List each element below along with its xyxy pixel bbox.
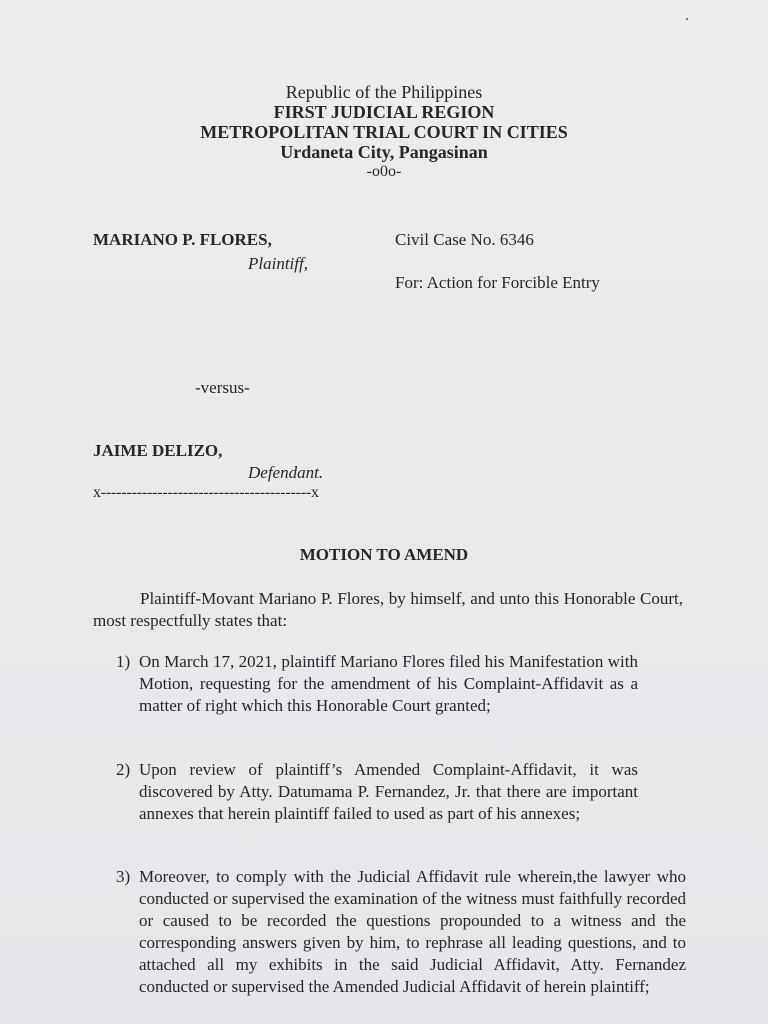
intro-paragraph: Plaintiff-Movant Mariano P. Flores, by himself, and unto this Honorable Court, most respectfully states that: [93,589,683,630]
court-header [0,82,768,182]
item-text: Upon review of plaintiff’s Amended Complaint-Affidavit, it was discovered by Atty. Datumama P. Fernandez, Jr. that there are important annexes that herein plaintiff failed to used as part of his annexes; [139,760,638,823]
list-item [116,866,686,998]
region-line: FIRST JUDICIAL REGION [273,102,495,122]
item-number: 3) [116,867,131,886]
plaintiff-name: MARIANO P. FLORES, [93,230,272,249]
versus-label: -versus- [195,378,250,397]
republic-line: Republic of the Philippines [285,82,483,102]
defendant-role: Defendant. [248,463,324,482]
city-line: Urdaneta City, Pangasinan [280,142,488,162]
header-separator: -o0o- [366,163,402,180]
scan-speck [686,18,688,20]
list-item [116,651,638,717]
defendant-name: JAIME DELIZO, [93,441,223,460]
item-number: 2) [116,760,131,779]
item-text: Moreover, to comply with the Judicial Affidavit rule wherein,the lawyer who conducted or supervised the examination of the witness must faithfully recorded or caused to be recorded the questions propounded to a witness and the corresponding answers given by him, to rephrase all leading questions, and to attached all my exhibits in the said Judicial Affidavit, Atty. Fernandez conducted or supervised the Amended Judicial Affidavit of herein plaintiff; [139,867,686,996]
item-number: 1) [116,652,131,671]
court-line: METROPOLITAN TRIAL COURT IN CITIES [200,122,568,142]
caption-x-line: x-----------------------------------------x [93,484,319,501]
case-nature: For: Action for Forcible Entry [395,273,600,292]
item-text: On March 17, 2021, plaintiff Mariano Flores filed his Manifestation with Motion, requesting for the amendment of his Complaint-Affidavit as a matter of right which this Honorable Court granted; [139,652,638,715]
case-number: Civil Case No. 6346 [395,230,534,249]
document-title: MOTION TO AMEND [299,545,469,564]
plaintiff-role: Plaintiff, [248,254,308,273]
list-item [116,759,638,825]
